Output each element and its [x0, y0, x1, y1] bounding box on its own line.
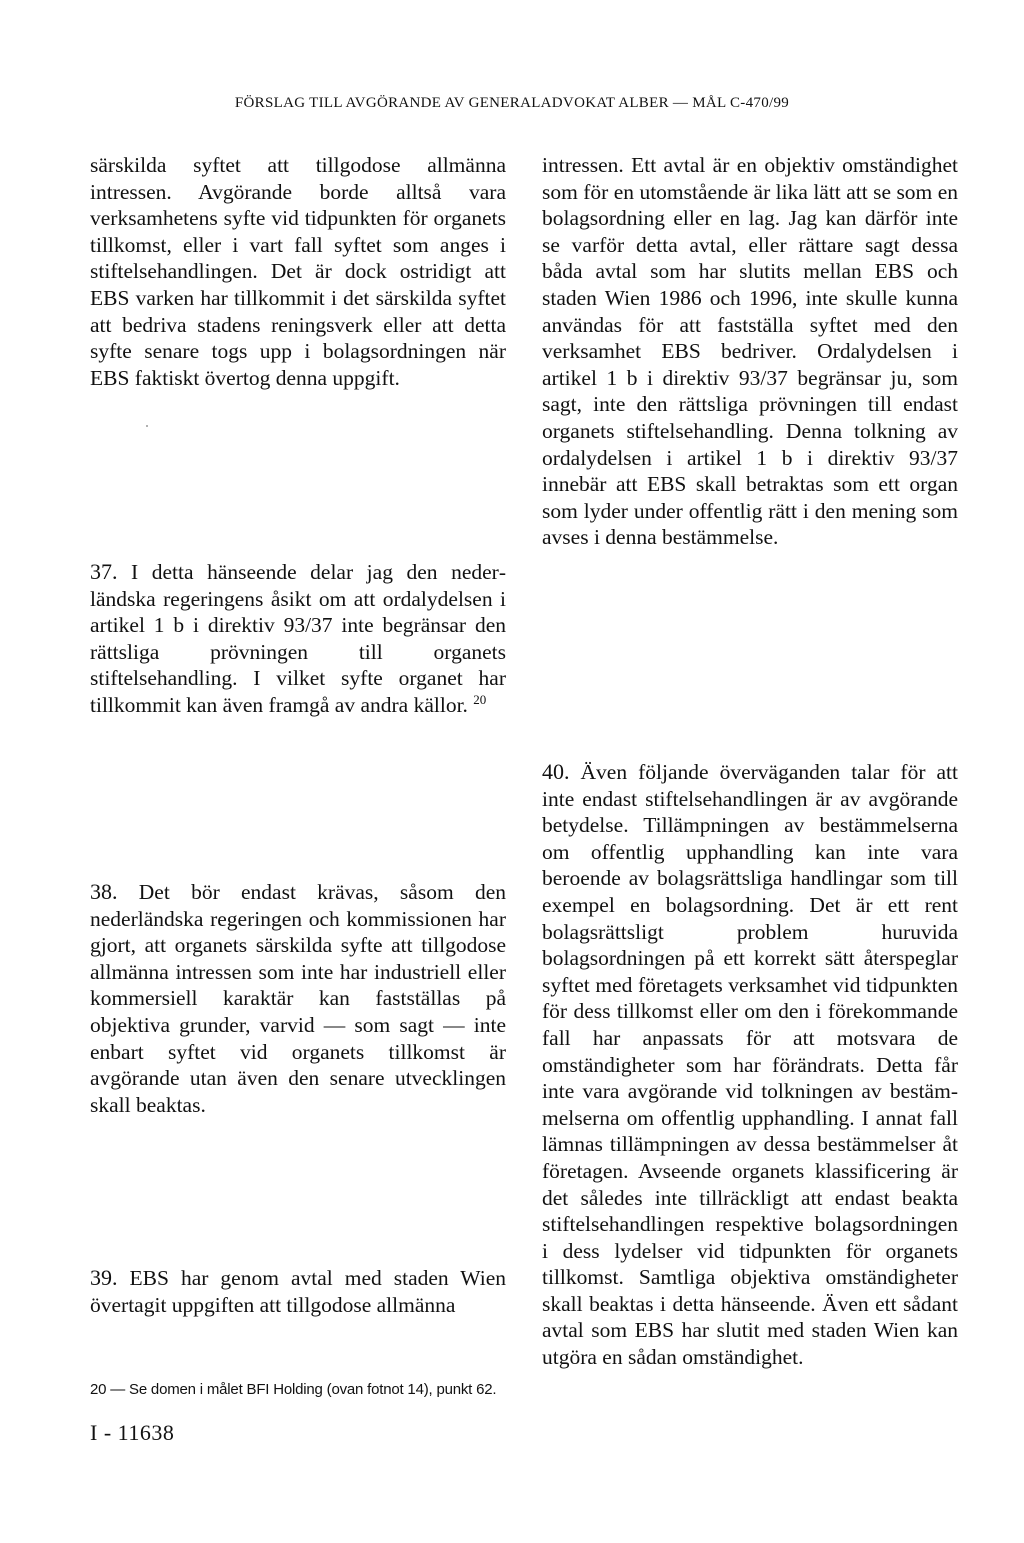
right-continuation-block	[542, 152, 958, 551]
paragraph-39	[90, 1265, 506, 1318]
paragraph-37-body	[90, 559, 506, 719]
paragraph-39-number: 39.	[90, 1265, 118, 1290]
paragraph-38-text: Det bör endast krävas, såsom den nederländska regeringen och kommissionen har gjort, att organets särskilda syfte att tillgodose allmänna intressen som inte har industriell eller kommersiell karaktär kan fastställas på objektiva grunder, varvid — som sagt — inte enbart syftet vid organets tillkomst är avgörande utan även den senare utvecklingen skall beaktas.	[90, 880, 506, 1117]
footnote-ref-20: 20	[473, 691, 487, 707]
footnote-20: 20 — Se domen i målet BFI Holding (ovan fotnot 14), punkt 62.	[90, 1381, 497, 1398]
paragraph-39-body	[90, 1265, 506, 1318]
paragraph-37-number: 37.	[90, 559, 118, 584]
paragraph-40-body	[542, 759, 958, 1371]
paragraph-37	[90, 559, 506, 719]
left-continuation-block	[90, 152, 506, 391]
paragraph-40	[542, 759, 958, 1371]
paragraph-38	[90, 879, 506, 1118]
paragraph-40-number: 40.	[542, 759, 570, 784]
right-continuation-text: intressen. Ett avtal är en objektiv omständighet som för en utomstående är lika lätt att se som en bolagsordning eller en lag. Jag kan därför inte se varför detta avtal, eller rättare sagt dessa båda avtal som har slutits mellan EBS och staden Wien 1986 och 1996, inte skulle kunna användas för att fastställa syftet med den verksamhet EBS bedriver. Ordalydelsen i artikel 1 b i direktiv 93/37 begränsar ju, som sagt, inte den rättsliga prövningen till endast organets stiftelsehandling. Denna tolkning av ordalydelsen i artikel 1 b i direktiv 93/37 innebär att EBS skall betraktas som ett organ som lyder under offentlig rätt i den mening som avses i denna bestämmelse.	[542, 153, 958, 550]
paragraph-38-number: 38.	[90, 879, 118, 904]
running-header: FÖRSLAG TILL AVGÖRANDE AV GENERALADVOKAT ALBER — MÅL C-470/99	[234, 95, 790, 111]
paragraph-37-text: I detta hänseende delar jag den nederländska regeringens åsikt om att ordalydelsen i artikel 1 b i direktiv 93/37 inte begränsar den rättsliga prövningen till organets stiftelsehandling. I vilket syfte organet har tillkommit kan även framgå av andra källor.	[90, 560, 506, 717]
left-continuation-text: särskilda syftet att tillgodose allmänna intressen. Avgörande borde alltså vara verksamhetens syfte vid tidpunkten för organets tillkomst, eller i vart fall syftet som anges i stiftelsehandlingen. Det är dock ostridigt att EBS varken har tillkommit i det särskilda syftet att bedriva stadens reningsverk eller att detta syfte senare togs upp i bolagsordningen när EBS faktiskt övertog denna uppgift.	[90, 153, 506, 390]
paragraph-38-body	[90, 879, 506, 1118]
page-number: I - 11638	[90, 1420, 175, 1445]
scan-speck	[146, 425, 148, 427]
paragraph-40-text: Även följande överväganden talar för att inte endast stiftelsehandlingen är av avgörande betydelse. Tillämpningen av bestämmelserna om offentlig upphandling kan inte vara beroende av bolagsrättsliga handlingar som till exempel en bolagsordning. Det är ett rent bolagsrättsligt problem huruvida bolagsordningen på ett korrekt sätt återspeglar syftet med företagets verksamhet vid tidpunkten för dess tillkomst eller om den i förekommande fall har anpassats för att motsvara de omständigheter som har förändrats. Detta får inte vara avgörande vid tolkningen av bestämmelserna om offentlig upphandling. I annat fall lämnas tillämpningen av dessa bestämmelser åt företagen. Avseende organets klassificering är det således inte tillräckligt att endast beakta stiftelsehandlingen respektive bolagsordningen i dess lydelser vid tidpunkten för organets tillkomst. Samtliga objektiva omständigheter skall beaktas i detta hänseende. Även ett sådant avtal som EBS har slutit med staden Wien kan utgöra en sådan omständighet.	[542, 760, 959, 1370]
paragraph-39-text: EBS har genom avtal med staden Wien övertagit uppgiften att tillgodose allmänna	[90, 1266, 507, 1317]
